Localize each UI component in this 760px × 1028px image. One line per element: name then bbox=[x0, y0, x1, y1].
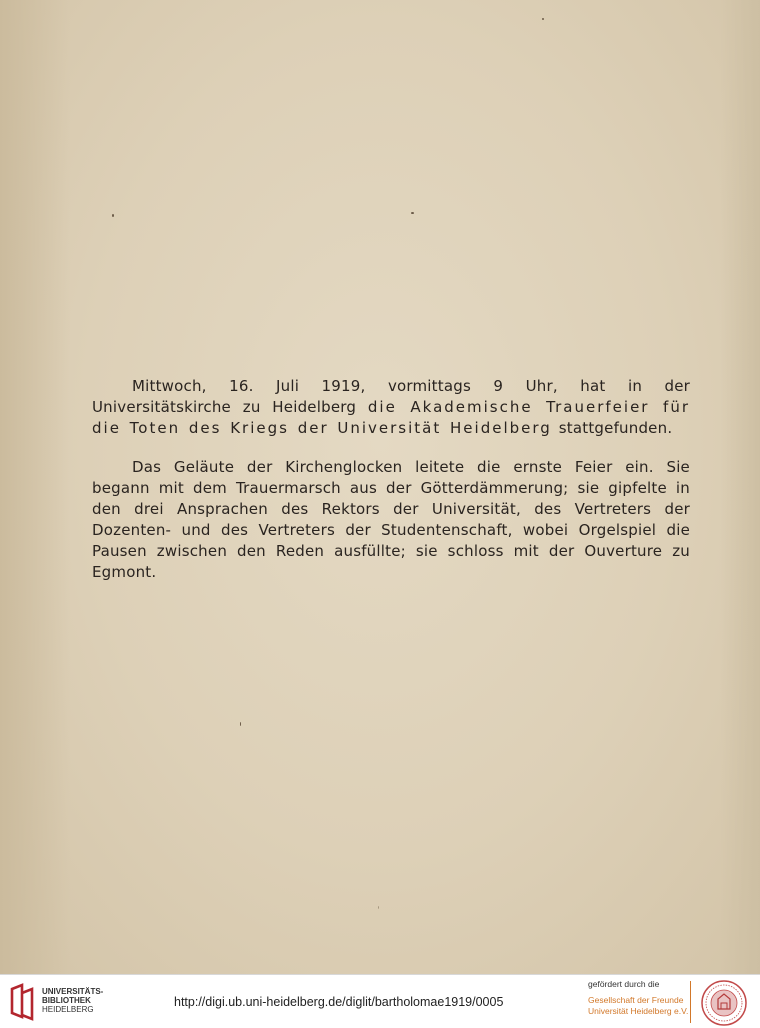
paper-speck bbox=[411, 212, 414, 214]
footer-divider bbox=[690, 981, 691, 1023]
university-library-logo-icon[interactable] bbox=[8, 983, 38, 1021]
footer-bar bbox=[0, 974, 760, 1028]
sponsor-name-line-2[interactable]: Universität Heidelberg e.V. bbox=[588, 1006, 689, 1016]
paper-speck bbox=[542, 18, 544, 20]
document-body bbox=[92, 376, 690, 583]
paragraph-2: Das Geläute der Kirchenglocken leitete die ernste Feier ein. Sie begann mit dem Trauermarsch aus der Götterdämmerung; sie gipfelte in den drei Ansprachen des Rektors der Universität, des Vertreters der Dozenten- und des Vertreters der Studentenschaft, wobei Orgelspiel die Pausen zwischen den Reden ausfüllte; sie schloss mit der Ouverture zu Egmont. bbox=[92, 458, 690, 581]
sponsor-name-line-1[interactable]: Gesellschaft der Freunde bbox=[588, 995, 684, 1005]
library-name-line-2: BIBLIOTHEK bbox=[42, 996, 91, 1005]
library-name-line-1: UNIVERSITÄTS- bbox=[42, 987, 104, 996]
permalink-url[interactable]: http://digi.ub.uni-heidelberg.de/diglit/bartholomae1919/0005 bbox=[174, 995, 504, 1009]
library-name-line-3: HEIDELBERG bbox=[42, 1005, 94, 1014]
paragraph-1-emphasis: die Akademische Trauerfeier für die Toten des Kriegs der Universität Heidelberg bbox=[92, 398, 691, 437]
library-name bbox=[42, 987, 103, 1014]
sponsor-label: gefördert durch die bbox=[588, 979, 660, 989]
paragraph-1-opening: Mittwoch, 16. Juli 1919, vormittags 9 Uhr, hat in der Universitätskirche zu Heidelberg bbox=[92, 377, 690, 416]
paragraph-1-closing: stattgefunden. bbox=[551, 419, 673, 437]
paragraph-1 bbox=[92, 376, 690, 439]
university-seal-icon[interactable] bbox=[700, 979, 748, 1027]
paper-speck bbox=[240, 722, 241, 726]
sponsor-credit bbox=[588, 979, 688, 1017]
paper-speck bbox=[112, 214, 114, 217]
paper-speck bbox=[378, 906, 379, 909]
